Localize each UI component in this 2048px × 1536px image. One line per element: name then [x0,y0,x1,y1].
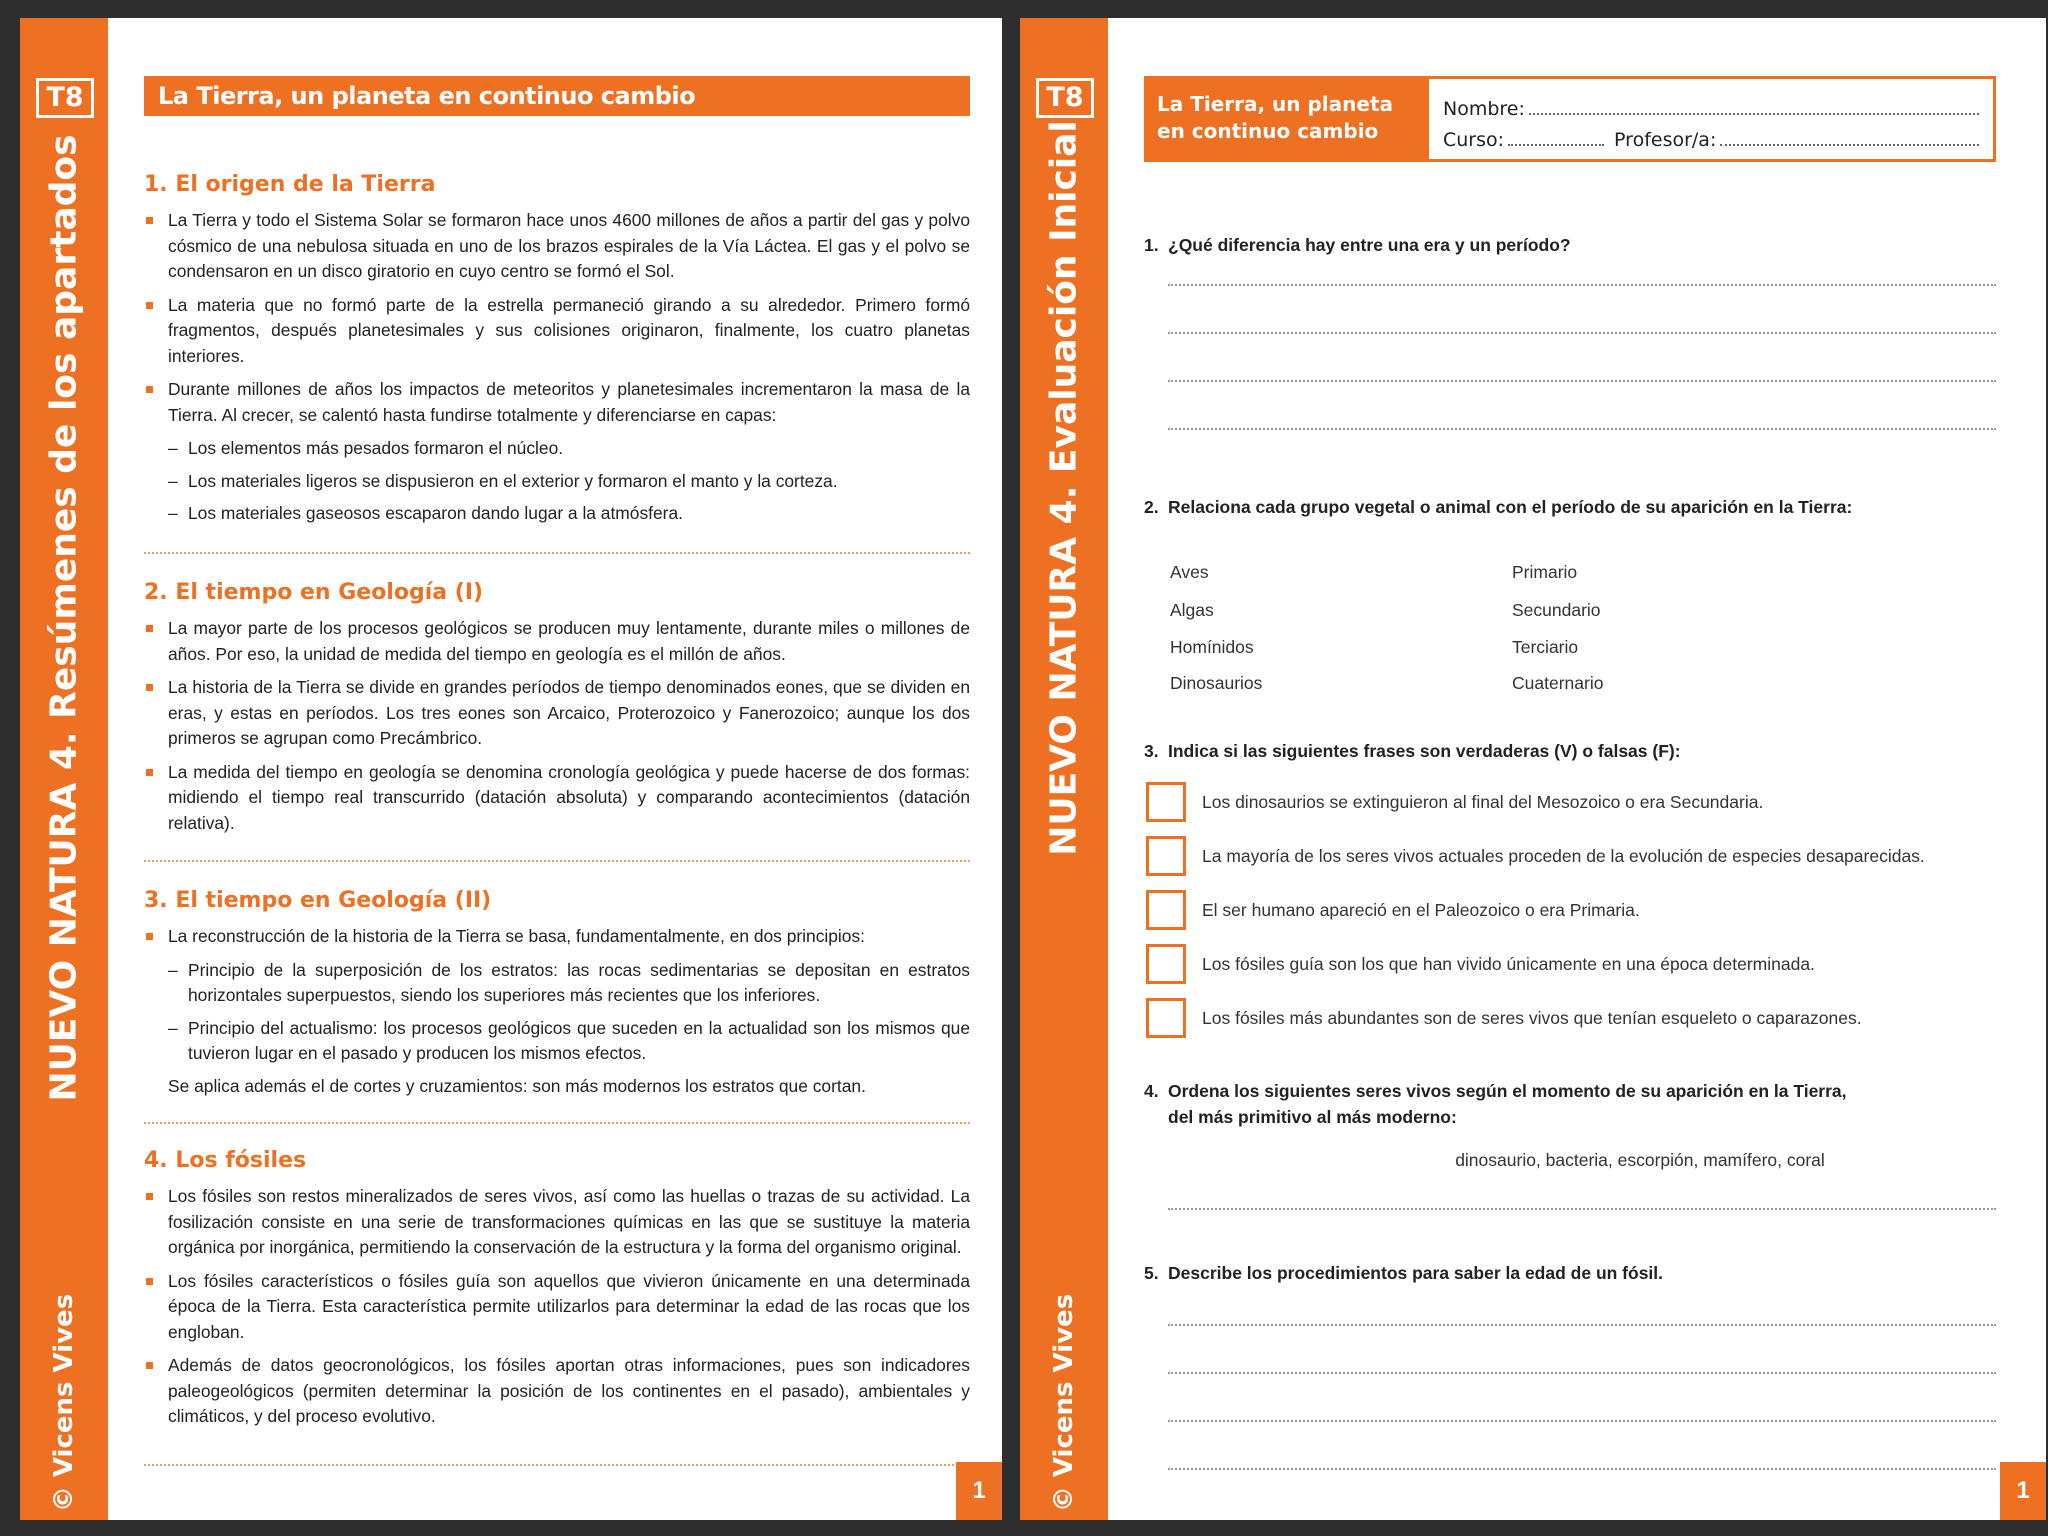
bullet-square-icon [146,684,153,691]
answer-line[interactable] [1168,428,1996,430]
true-false-checkbox[interactable] [1146,782,1186,822]
organism-item[interactable]: Dinosaurios [1170,673,1263,693]
answer-line[interactable] [1168,1420,1996,1422]
answer-line[interactable] [1168,1208,1996,1210]
publisher-credit: © Vicens Vives [49,1293,79,1513]
statement-text: Los dinosaurios se extinguieron al final del Mesozoico o era Secundaria. [1202,792,1764,812]
evaluation-page [1020,18,2046,1520]
bullet-item: La reconstrucción de la historia de la Tierra se basa, fundamentalmente, en dos principios: [144,924,970,950]
bullet-square-icon [146,302,153,309]
statement-text: Los fósiles guía son los que han vivido únicamente en una época determinada. [1202,954,1815,974]
period-item[interactable]: Terciario [1512,637,1579,657]
true-false-checkbox[interactable] [1146,944,1186,984]
side-band [20,18,108,1520]
worksheet-header [1144,76,1996,162]
bullet-square-icon [146,1362,153,1369]
dash-item: – Los elementos más pesados formaron el núcleo. [168,438,564,458]
page-number: 1 [956,1462,1002,1520]
section-title: 4. Los fósiles [144,1148,307,1173]
bullet-item: Además de datos geocronológicos, los fósiles aportan otras informaciones, pues son indicadores paleogeológicos (permiten determinar la posición de los continentes en el pasado), ambientales y climáticos, y del proceso evolutivo. [144,1353,970,1430]
period-item[interactable]: Cuaternario [1512,673,1604,693]
teacher-field[interactable] [1720,144,1979,146]
section-origen [144,170,970,534]
publisher-credit: © Vicens Vives [1049,1293,1079,1513]
summary-page [20,18,1002,1520]
dash-item: – Los materiales gaseosos escaparon dando lugar a la atmósfera. [168,503,683,523]
header-title: La Tierra, un planeta en continuo cambio [1147,79,1429,159]
bullet-item: Durante millones de años los impactos de meteoritos y planetesimales incrementaron la masa de la Tierra. Al crecer, se calentó hasta fundirse totalmente y diferenciarse en capas: [144,377,970,428]
dash-item: – Los materiales ligeros se dispusieron en el exterior y formaron el manto y la corteza. [168,470,838,491]
organism-item[interactable]: Algas [1170,600,1214,620]
bullet-square-icon [146,1193,153,1200]
answer-line[interactable] [1168,332,1996,334]
section-title: 1. El origen de la Tierra [144,172,436,197]
bullet-square-icon [146,386,153,393]
question-1: 1. ¿Qué diferencia hay entre una era y un período? [1144,235,1571,255]
course-field[interactable] [1508,144,1604,146]
section-title: 2. El tiempo en Geología (I) [144,580,484,605]
question-2: 2. Relaciona cada grupo vegetal o animal con el período de su aparición en la Tierra: [1144,497,1853,517]
statement-text: La mayoría de los seres vivos actuales proceden de la evolución de especies desaparecidas. [1202,846,1925,866]
bullet-square-icon [146,933,153,940]
statement-text: El ser humano apareció en el Paleozoico o era Primaria. [1202,900,1640,920]
question-5: 5. Describe los procedimientos para saber la edad de un fósil. [1144,1263,1664,1283]
bullet-item: La medida del tiempo en geología se denomina cronología geológica y puede hacerse de dos formas: midiendo el tiempo real transcurrido (datación absoluta) y comparando acontecimientos (datación relativa). [144,760,970,837]
paragraph: Se aplica además el de cortes y cruzamientos: son más modernos los estratos que cortan. [168,1075,866,1096]
section-divider [144,1122,970,1124]
organism-item[interactable]: Aves [1170,562,1209,582]
dash-item: – Principio de la superposición de los estratos: las rocas sedimentarias se depositan en estratos horizontales superpuestos, siendo los superiores más recientes que los inferiores. [168,959,970,1005]
period-item[interactable]: Secundario [1512,600,1601,620]
section-divider [144,1464,970,1466]
bullet-square-icon [146,1278,153,1285]
question-3: 3. Indica si las siguientes frases son verdaderas (V) o falsas (F): [1144,741,1681,761]
organisms-list: dinosaurio, bacteria, escorpión, mamífero, coral [1455,1150,1825,1170]
topic-badge: T8 [1036,78,1094,118]
section-divider [144,860,970,862]
bullet-item: La materia que no formó parte de la estrella permaneció girando a su alrededor. Primero formó fragmentos, después planetesimales y sus colisiones originaron, finalmente, los cuatro planetas interiores. [144,293,970,370]
section-divider [144,552,970,554]
answer-line[interactable] [1168,1372,1996,1374]
bullet-square-icon [146,217,153,224]
statement-text: Los fósiles más abundantes son de seres vivos que tenían esqueleto o caparazones. [1202,1008,1862,1028]
answer-line[interactable] [1168,1468,1996,1470]
section-tiempo-2 [144,886,970,1107]
name-field[interactable] [1529,113,1979,115]
bullet-square-icon [146,769,153,776]
section-title: 3. El tiempo en Geología (II) [144,888,492,913]
answer-line[interactable] [1168,380,1996,382]
section-fosiles [144,1146,970,1438]
bullet-item: La historia de la Tierra se divide en grandes períodos de tiempo denominados eones, que se dividen en eras, y estas en períodos. Los tres eones son Arcaico, Proterozoico y Fanerozoico; aunque los dos primeros se agrupan como Precámbrico. [144,675,970,752]
course-label: Curso: [1443,129,1505,151]
period-item[interactable]: Primario [1512,562,1578,582]
bullet-item: La Tierra y todo el Sistema Solar se formaron hace unos 4600 millones de años a partir del gas y polvo cósmico de una nebulosa situada en uno de los brazos espirales de la Vía Láctea. El gas y el polvo se condensaron en un disco giratorio en cuyo centro se formó el Sol. [144,208,970,285]
answer-line[interactable] [1168,284,1996,286]
bullet-item: Los fósiles son restos mineralizados de seres vivos, así como las huellas o trazas de su actividad. La fosilización consiste en una serie de transformaciones químicas en las que se sustituye la materia orgánica por inorgánica, permitiendo la conservación de la estructura y la forma del organismo original. [144,1184,970,1261]
side-title: NUEVO NATURA 4. Evaluación Inicial [1043,120,1085,856]
page-number: 1 [2000,1462,2046,1520]
question-4: 4. Ordena los siguientes seres vivos según el momento de su aparición en la Tierra, del más primitivo al más moderno: [1144,1081,1847,1127]
dash-item: – Principio del actualismo: los procesos geológicos que suceden en la actualidad son los mismos que tuvieron lugar en el pasado y producen los mismos efectos. [168,1017,970,1063]
true-false-checkbox[interactable] [1146,998,1186,1038]
teacher-label: Profesor/a: [1614,129,1717,151]
true-false-checkbox[interactable] [1146,890,1186,930]
section-tiempo-1 [144,578,970,844]
organism-item[interactable]: Homínidos [1170,637,1254,657]
side-title: NUEVO NATURA 4. Resúmenes de los apartados [43,134,85,1102]
course-row [1443,120,1983,151]
true-false-checkbox[interactable] [1146,836,1186,876]
topic-badge: T8 [36,78,94,118]
side-band [1020,18,1108,1520]
name-row [1443,89,1983,120]
answer-line[interactable] [1168,1324,1996,1326]
bullet-item: Los fósiles característicos o fósiles guía son aquellos que vivieron únicamente en una determinada época de la Tierra. Esta característica permite utilizarlos para determinar la edad de las rocas que los engloban. [144,1269,970,1346]
student-fields [1443,89,1983,151]
page-title: La Tierra, un planeta en continuo cambio [144,76,970,116]
bullet-item: La mayor parte de los procesos geológicos se producen muy lentamente, durante miles o millones de años. Por eso, la unidad de medida del tiempo en geología es el millón de años. [144,616,970,667]
bullet-square-icon [146,625,153,632]
name-label: Nombre: [1443,98,1525,120]
